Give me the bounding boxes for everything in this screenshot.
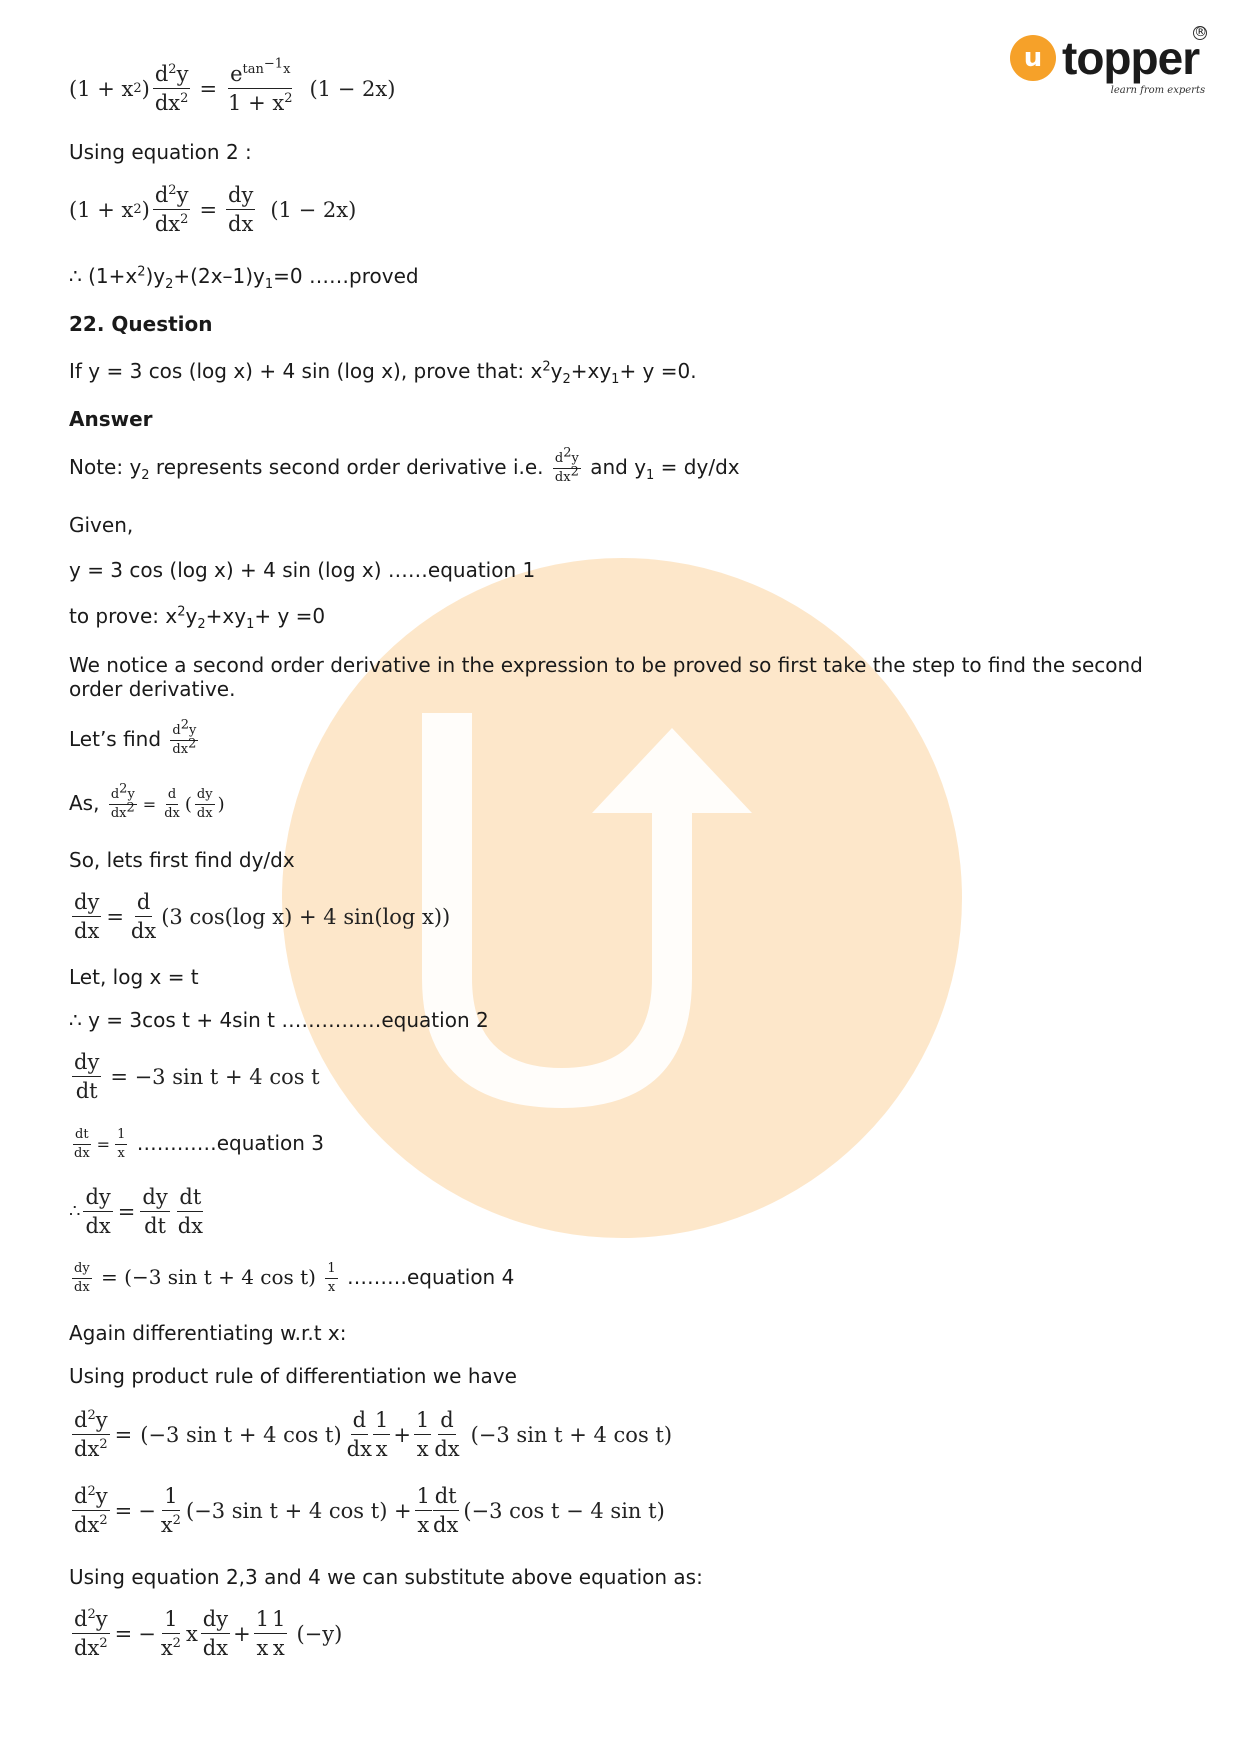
as-line: As, $\frac{d^2y}{dx^2}$ = $\frac{d}{dx}$ ( $\frac{dy}{dx}$ ) (69, 781, 225, 821)
expanded-equation: $\frac{d^2y}{dx^2}$ = − $\frac{1}{x^2}$ (−3 sin t + 4 cos t) + $\frac{1}{x}$ $\frac{dt}{dx}$ (−3 cos t − 4 sin t) (74, 1484, 665, 1537)
question-title: 22. Question (69, 312, 213, 336)
let-log-line: Let, log x = t (69, 965, 199, 989)
equation-4-line: $\frac{dy}{dx}$ = (−3 sin t + 4 cos t) $\frac{1}{x}$ ………equation 4 (74, 1261, 515, 1295)
given-label: Given, (69, 513, 134, 537)
equation-1-line: y = 3 cos (log x) + 4 sin (log x) ……equation 1 (69, 558, 536, 582)
topper-logo[interactable] (1010, 25, 1208, 96)
again-line: Again differentiating w.r.t x: (69, 1321, 347, 1345)
dydx-equation: $\frac{dy}{dx}$ = $\frac{d}{dx}$ (3 cos(log x) + 4 sin(log x)) (74, 890, 451, 943)
logo-u-icon: u (1010, 35, 1056, 81)
using-equation-2: Using equation 2 : (69, 140, 252, 164)
logo-tagline: learn from experts (1110, 85, 1206, 96)
chain-rule-equation: ∴ $\frac{dy}{dx}$ = $\frac{dy}{dt}$ $\frac{dt}{dx}$ (69, 1185, 203, 1238)
note-line: Note: $y_2$ represents second order derivative i.e. $\frac{d^2y}{dx^2}$ and $y_1 = dy/dx$ (69, 445, 740, 485)
proved-line: ∴ $(1+x^2)y_2+(2x-1)y_1=0$ ……proved (69, 264, 419, 292)
equation-2-line: ∴ y = 3cos t + 4sin t ……………equation 2 (69, 1008, 489, 1032)
notice-paragraph: We notice a second order derivative in the expression to be proved so first take the step to find the second order derivative. (69, 653, 1143, 701)
question-text: If y = 3 cos (log x) + 4 sin (log x), prove that: $x^2y_2+xy_1+ y =0$. (69, 359, 697, 387)
final-substitution-equation: $\frac{d^2y}{dx^2}$ = − $\frac{1}{x^2}$ x $\frac{dy}{dx}$ + $\frac{1}{x}$ $\frac{1}{x}$ (−y) (74, 1607, 343, 1660)
product-rule-line: Using product rule of differentiation we have (69, 1364, 517, 1388)
lets-find-line: Let’s find $\frac{d^2y}{dx^2}$ (69, 717, 197, 757)
registered-mark: ® (1194, 25, 1208, 40)
equation-line-1: (1 + x 2 ) $\frac{d^2y}{dx^2}$ = $\frac{e^{tan^{-1}x}}{1 + x^2}$ (1 − 2x) (69, 56, 396, 115)
answer-heading: Answer (69, 407, 153, 431)
product-rule-equation: $\frac{d^2y}{dx^2}$ = (−3 sin t + 4 cos t) $\frac{d}{dx}$ $\frac{1}{x}$ + $\frac{1}{x}$ $\frac{d}{dx}$ (−3 sin t + 4 cos t) (74, 1408, 673, 1461)
logo-wordmark: topper (1062, 32, 1200, 84)
dydt-equation: $\frac{dy}{dt}$ = −3 sin t + 4 cos t (74, 1050, 320, 1103)
so-first-line: So, lets first find dy/dx (69, 848, 295, 872)
using-234-line: Using equation 2,3 and 4 we can substitute above equation as: (69, 1565, 703, 1589)
to-prove-line: to prove: $x^2y_2+xy_1+ y =0$ (69, 604, 326, 632)
equation-3-line: $\frac{dt}{dx}$ = $\frac{1}{x}$ …………equation 3 (74, 1127, 325, 1161)
equation-line-2: (1 + x 2 ) $\frac{d^2y}{dx^2}$ = $\frac{dy}{dx}$ (1 − 2x) (69, 183, 357, 236)
